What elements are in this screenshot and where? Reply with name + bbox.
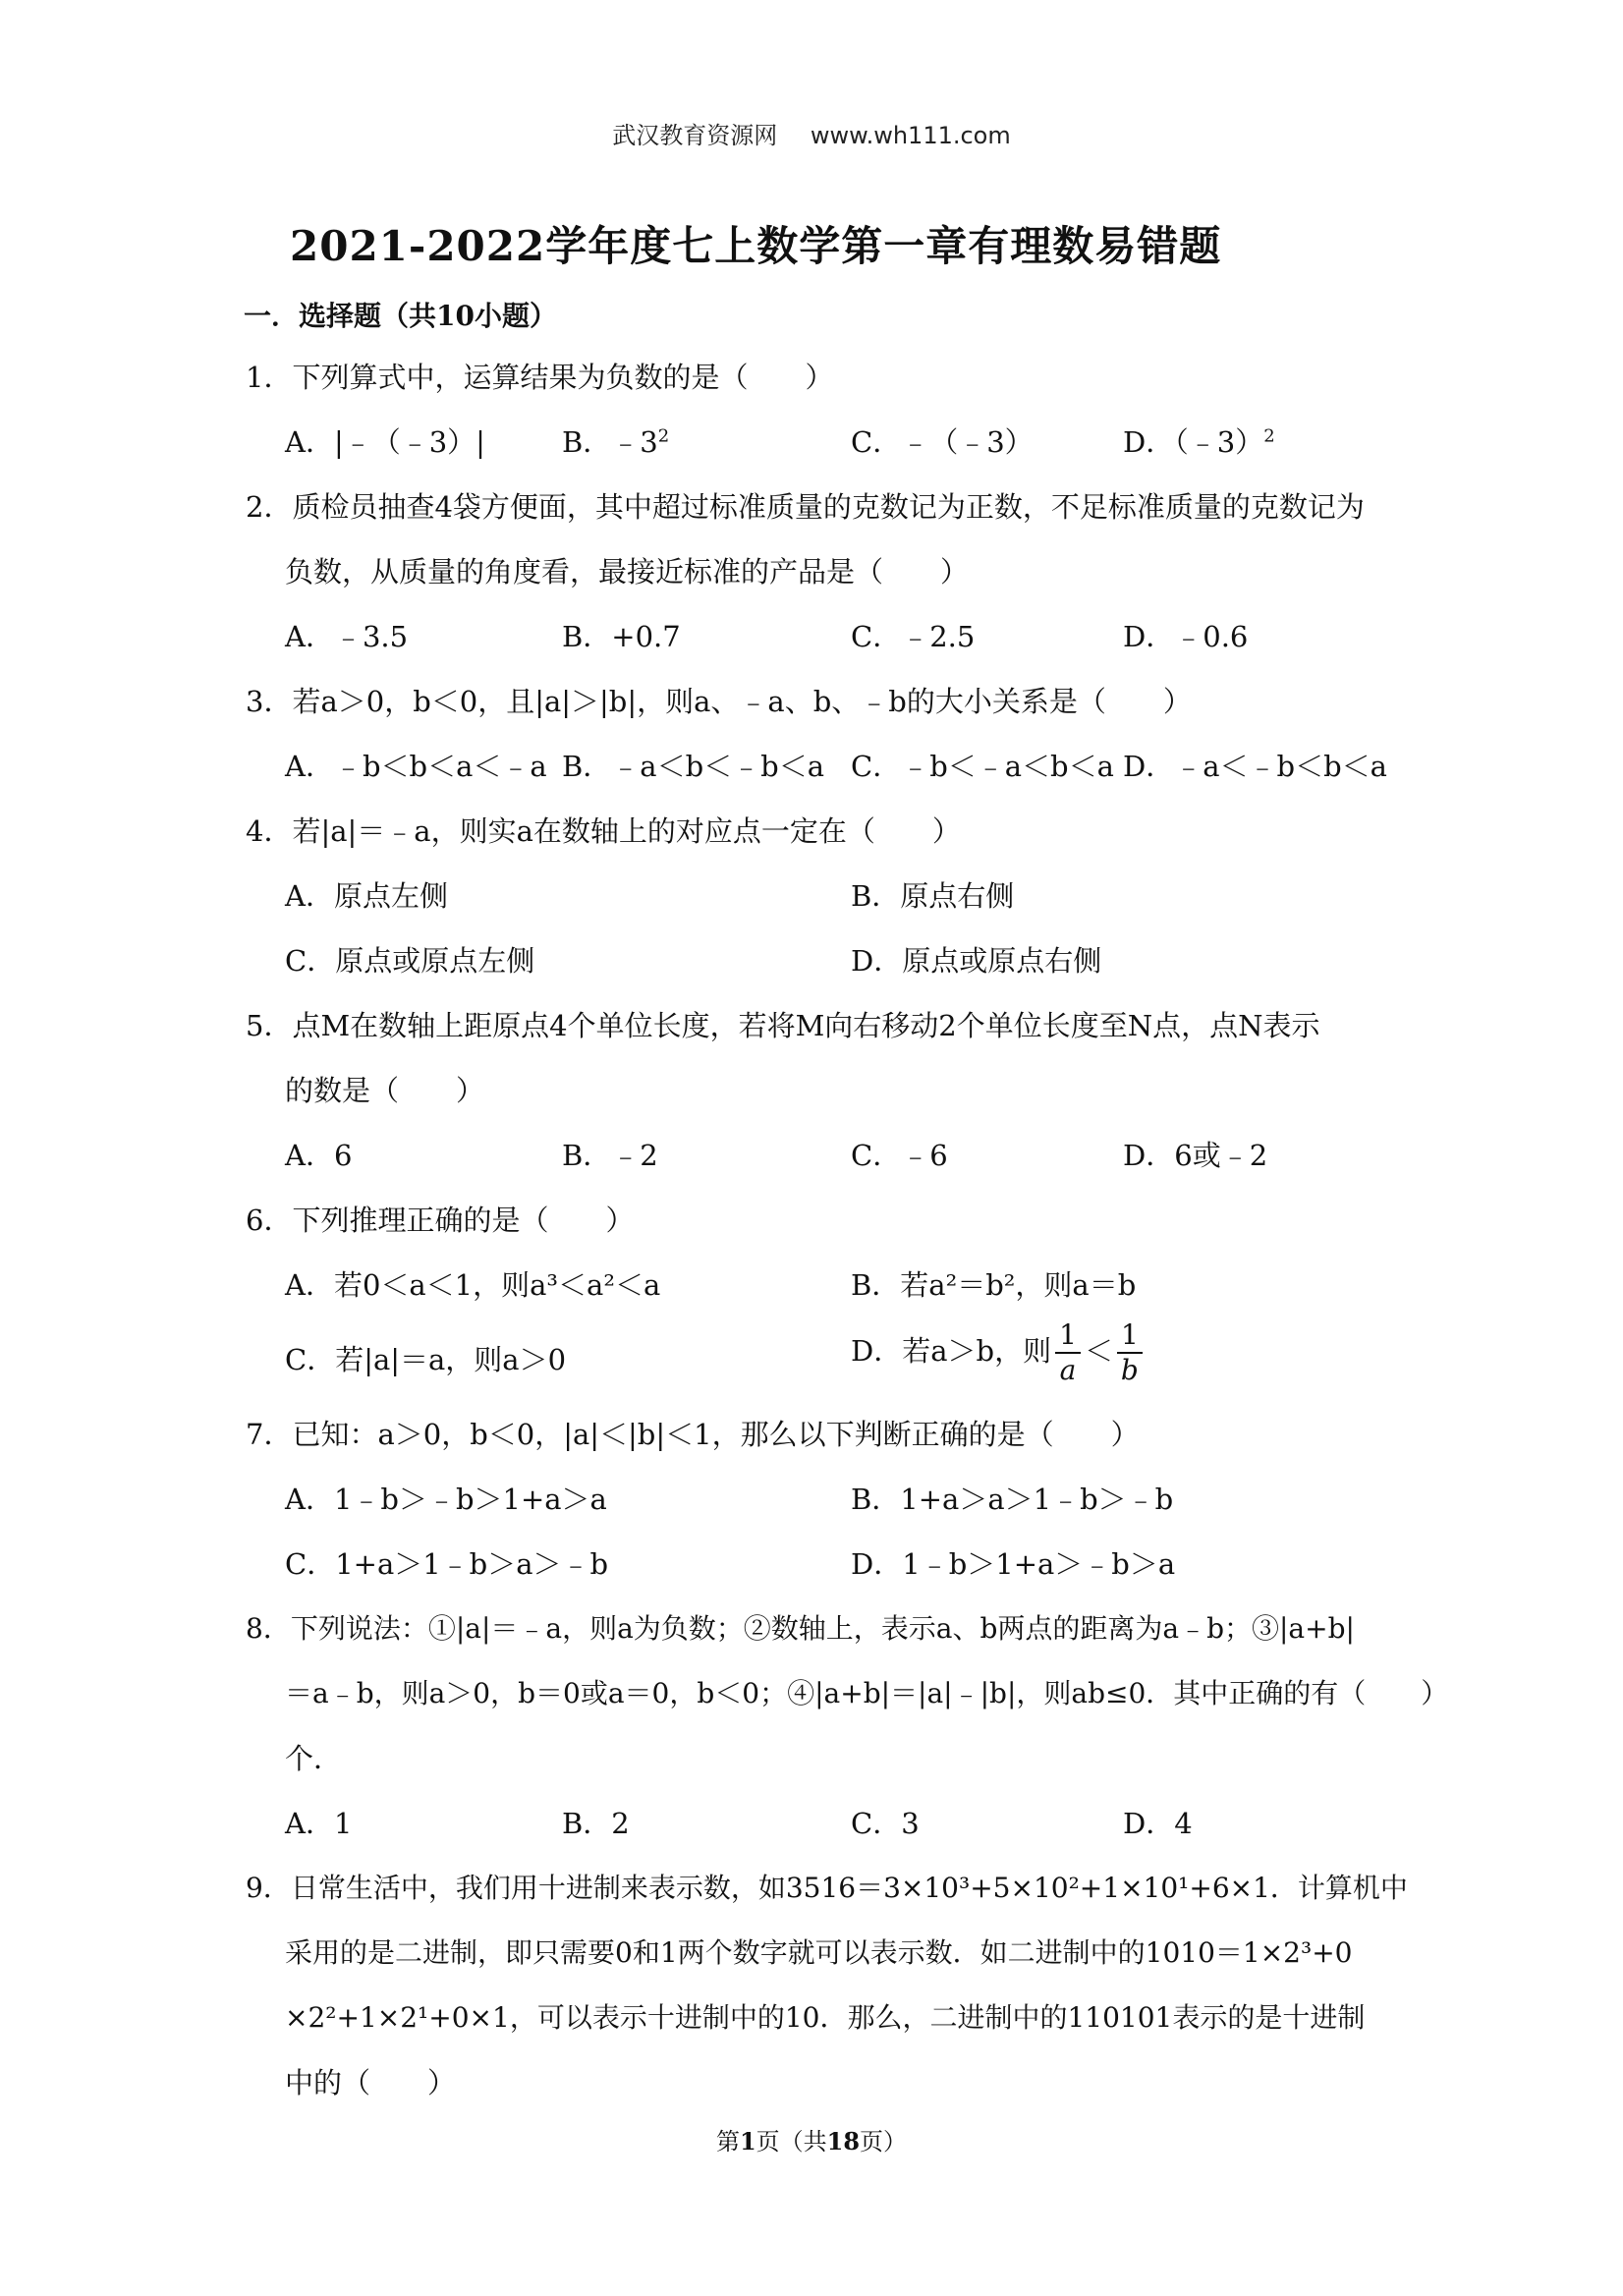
q6-option-d-text: D．若a＞b，则 <box>851 1334 1052 1368</box>
q5-option-d: D．6或﹣2 <box>1123 1139 1268 1172</box>
q3-option-d: D．﹣a＜﹣b＜b＜a <box>1123 750 1387 783</box>
site-name: 武汉教育资源网 <box>612 122 778 149</box>
question-1-stem: 1．下列算式中，运算结果为负数的是（ ） <box>246 361 834 394</box>
q8-option-d: D．4 <box>1123 1807 1193 1840</box>
question-3-stem: 3．若a＞0，b＜0，且|a|＞|b|，则a、﹣a、b、﹣b的大小关系是（ ） <box>246 685 1192 718</box>
q2-option-a: A．﹣3.5 <box>285 620 409 653</box>
q8-option-a: A．1 <box>285 1807 353 1840</box>
q3-option-a: A．﹣b＜b＜a＜﹣a <box>285 750 547 783</box>
q4-option-c: C．原点或原点左侧 <box>285 944 535 978</box>
q8-option-b: B．2 <box>562 1807 630 1840</box>
fraction-numerator: 1 <box>1117 1318 1143 1354</box>
question-2-line-2: 负数，从质量的角度看，最接近标准的产品是（ ） <box>285 555 970 588</box>
fraction-denominator: b <box>1120 1354 1139 1386</box>
q6-option-d <box>851 1318 1147 1387</box>
fraction-1-over-b <box>1117 1318 1143 1387</box>
q1-option-c: C．﹣（﹣3） <box>851 425 1034 459</box>
q7-option-a: A．1﹣b＞﹣b＞1+a＞a <box>285 1483 607 1516</box>
q4-option-a: A．原点左侧 <box>285 879 448 913</box>
q7-option-b: B．1+a＞a＞1﹣b＞﹣b <box>851 1483 1174 1516</box>
q2-option-d: D．﹣0.6 <box>1123 620 1249 653</box>
q4-option-b: B．原点右侧 <box>851 879 1015 913</box>
footer-prefix: 第 <box>715 2128 740 2156</box>
q7-option-c: C．1+a＞1﹣b＞a＞﹣b <box>285 1547 609 1581</box>
question-5-line-1: 5．点M在数轴上距原点4个单位长度，若将M向右移动2个单位长度至N点，点N表示 <box>246 1009 1320 1042</box>
q1-option-b-exponent: 2 <box>657 425 670 447</box>
q7-option-d: D．1﹣b＞1+a＞﹣b＞a <box>851 1547 1176 1581</box>
q8-option-c: C．3 <box>851 1807 920 1840</box>
question-9-line-4: 中的（ ） <box>285 2066 457 2100</box>
q6-option-b: B．若a²＝b²，则a＝b <box>851 1268 1137 1302</box>
question-6-stem: 6．下列推理正确的是（ ） <box>246 1204 635 1237</box>
question-8-line-2: ＝a﹣b，则a＞0，b＝0或a＝0，b＜0；④|a+b|＝|a|﹣|b|，则ab≤0．其中正确的有（ ） <box>285 1677 1449 1709</box>
q2-option-c: C．﹣2.5 <box>851 620 976 653</box>
fraction-1-over-a <box>1055 1318 1081 1387</box>
total-page-count: 18 <box>826 2127 861 2156</box>
q1-option-b <box>562 420 669 461</box>
section-heading: 一．选择题（共10小题） <box>244 300 557 332</box>
footer-suffix: 页） <box>860 2128 908 2156</box>
footer-middle: 页（共 <box>756 2128 827 2156</box>
q6-option-c: C．若|a|＝a，则a＞0 <box>285 1343 567 1376</box>
page-footer <box>0 2122 1623 2156</box>
q3-option-c: C．﹣b＜﹣a＜b＜a <box>851 750 1114 783</box>
question-7-stem: 7．已知：a＞0，b＜0，|a|＜|b|＜1，那么以下判断正确的是（ ） <box>246 1418 1140 1451</box>
current-page-number: 1 <box>739 2127 756 2156</box>
q5-option-c: C．﹣6 <box>851 1139 948 1172</box>
q1-option-d-exponent: 2 <box>1263 425 1275 447</box>
question-9-line-2: 采用的是二进制，即只需要0和1两个数字就可以表示数．如二进制中的1010＝1×2³+0 <box>285 1936 1353 1969</box>
q5-option-b: B．﹣2 <box>562 1139 658 1172</box>
question-2-line-1: 2．质检员抽查4袋方便面，其中超过标准质量的克数记为正数，不足标准质量的克数记为 <box>246 490 1365 524</box>
question-4-stem: 4．若|a|＝﹣a，则实a在数轴上的对应点一定在（ ） <box>246 814 961 848</box>
document-title: 2021-2022学年度七上数学第一章有理数易错题 <box>290 222 1222 270</box>
q1-option-b-text: B．﹣3 <box>562 425 658 459</box>
site-url: www.wh111.com <box>810 122 1011 149</box>
question-8-line-3: 个． <box>285 1742 343 1775</box>
q6-option-a: A．若0＜a＜1，则a³＜a²＜a <box>285 1268 661 1302</box>
question-9-line-3: ×2²+1×2¹+0×1，可以表示十进制中的10．那么，二进制中的110101表示的是十进制 <box>285 2001 1366 2034</box>
q4-option-d: D．原点或原点右侧 <box>851 944 1102 978</box>
q1-option-d-text: D．（﹣3） <box>1123 425 1264 459</box>
question-9-line-1: 9．日常生活中，我们用十进制来表示数，如3516＝3×10³+5×10²+1×10¹+6×1．计算机中 <box>246 1872 1408 1904</box>
fraction-denominator: a <box>1059 1354 1077 1386</box>
fraction-numerator: 1 <box>1055 1318 1081 1354</box>
q2-option-b: B．+0.7 <box>562 620 681 653</box>
q1-option-a: A．|﹣（﹣3）| <box>285 425 485 459</box>
less-than-sign: ＜ <box>1084 1334 1113 1368</box>
page-header <box>0 116 1623 150</box>
q1-option-d <box>1123 420 1275 461</box>
question-8-line-1: 8．下列说法：①|a|＝﹣a，则a为负数；②数轴上，表示a、b两点的距离为a﹣b；③|a+b| <box>246 1612 1355 1645</box>
q5-option-a: A．6 <box>285 1139 353 1172</box>
q3-option-b: B．﹣a＜b＜﹣b＜a <box>562 750 825 783</box>
question-5-line-2: 的数是（ ） <box>285 1074 485 1107</box>
